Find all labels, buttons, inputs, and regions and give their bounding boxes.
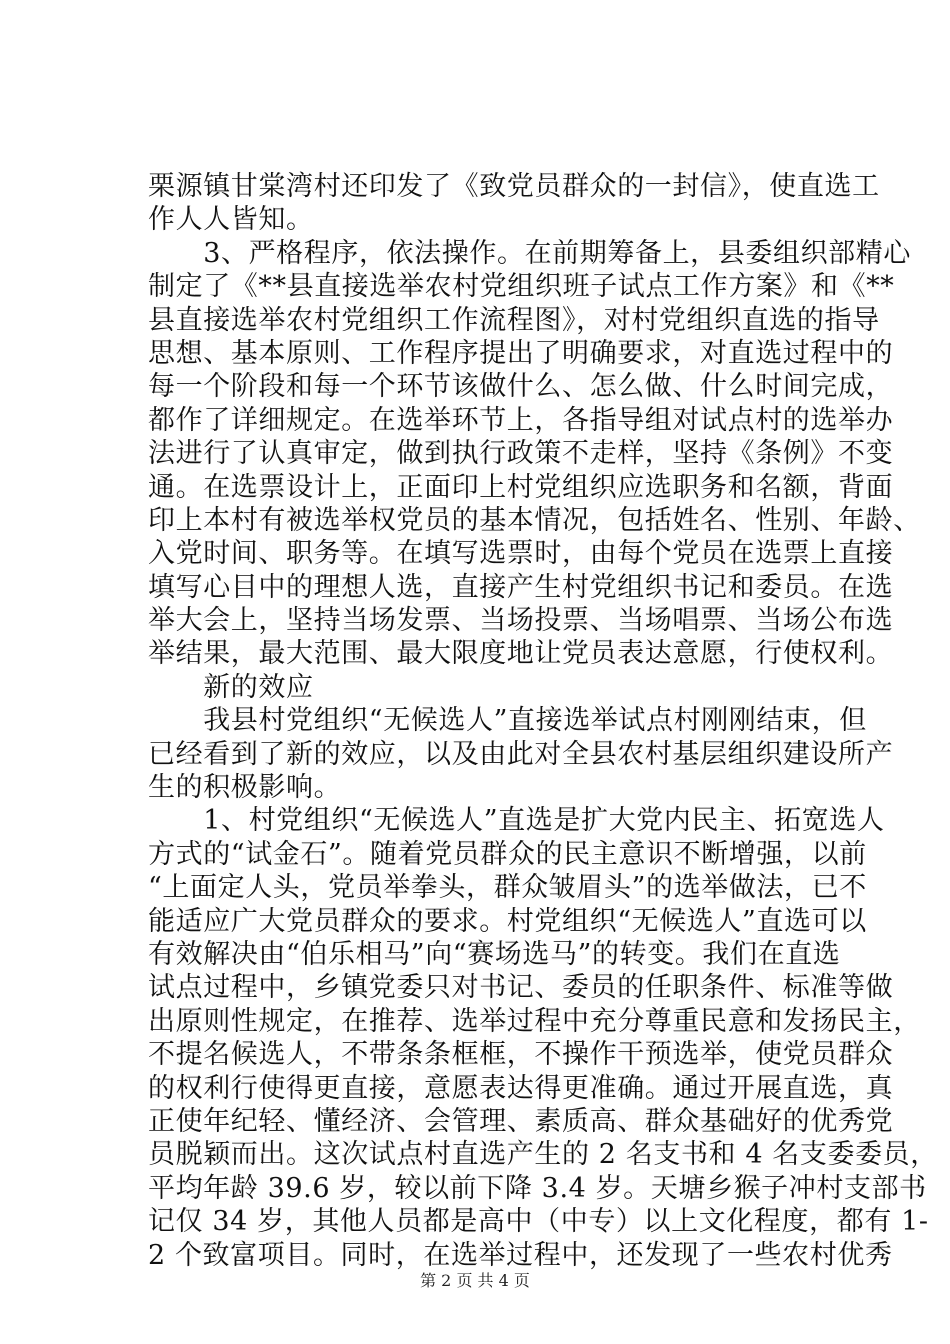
text-line: 平均年龄 39.6 岁，较以前下降 3.4 岁。天塘乡猴子冲村支部书 <box>148 1172 927 1204</box>
text-line: 通。在选票设计上，正面印上村党组织应选职务和名额，背面 <box>148 471 894 503</box>
text-line: 能适应广大党员群众的要求。村党组织“无候选人”直选可以 <box>148 905 867 937</box>
text-line: 制定了《**县直接选举农村党组织班子试点工作方案》和《** <box>148 271 895 303</box>
page-number-footer: 第 2 页 共 4 页 <box>420 1271 530 1290</box>
text-line: 1、村党组织“无候选人”直选是扩大党内民主、拓宽选人 <box>148 805 885 837</box>
text-line: 有效解决由“伯乐相马”向“赛场选马”的转变。我们在直选 <box>148 938 841 970</box>
text-line: 入党时间、职务等。在填写选票时，由每个党员在选票上直接 <box>148 538 894 570</box>
text-line: “上面定人头，党员举拳头，群众皱眉头”的选举做法，已不 <box>148 872 867 904</box>
text-line: 不提名候选人，不带条条框框，不操作干预选举，使党员群众 <box>148 1039 894 1071</box>
text-line: 员脱颖而出。这次试点村直选产生的 2 名支书和 4 名支委委员， <box>148 1139 938 1171</box>
text-line: 举结果，最大范围、最大限度地让党员表达意愿，行使权利。 <box>148 638 894 670</box>
text-line: 思想、基本原则、工作程序提出了明确要求，对直选过程中的 <box>148 337 894 369</box>
text-line: 正使年纪轻、懂经济、会管理、素质高、群众基础好的优秀党 <box>148 1105 894 1137</box>
text-line: 生的积极影响。 <box>148 772 342 804</box>
text-line: 县直接选举农村党组织工作流程图》，对村党组织直选的指导 <box>148 304 880 336</box>
text-line: 3、严格程序，依法操作。在前期筹备上，县委组织部精心 <box>148 237 911 269</box>
text-line: 填写心目中的理想人选，直接产生村党组织书记和委员。在选 <box>148 571 894 603</box>
text-line: 每一个阶段和每一个环节该做什么、怎么做、什么时间完成， <box>148 371 894 403</box>
text-line: 出原则性规定，在推荐、选举过程中充分尊重民意和发扬民主， <box>148 1005 921 1037</box>
text-line: 试点过程中，乡镇党委只对书记、委员的任职条件、标准等做 <box>148 972 894 1004</box>
text-line: 2 个致富项目。同时，在选举过程中，还发现了一些农村优秀 <box>148 1239 893 1271</box>
text-line: 举大会上，坚持当场发票、当场投票、当场唱票、当场公布选 <box>148 605 894 637</box>
text-line: 印上本村有被选举权党员的基本情况，包括姓名、性别、年龄、 <box>148 504 921 536</box>
text-line: 我县村党组织“无候选人”直接选举试点村刚刚结束，但 <box>148 705 867 737</box>
text-line: 的权利行使得更直接，意愿表达得更准确。通过开展直选，真 <box>148 1072 894 1104</box>
text-line: 记仅 34 岁，其他人员都是高中（中专）以上文化程度，都有 1- <box>148 1206 929 1238</box>
text-line: 法进行了认真审定，做到执行政策不走样，坚持《条例》不变 <box>148 438 894 470</box>
text-line: 都作了详细规定。在选举环节上，各指导组对试点村的选举办 <box>148 404 894 436</box>
document-body <box>148 170 938 1272</box>
text-line: 方式的“试金石”。随着党员群众的民主意识不断增强，以前 <box>148 838 867 870</box>
section-heading: 新的效应 <box>148 671 314 703</box>
text-line: 栗源镇甘棠湾村还印发了《致党员群众的一封信》，使直选工 <box>148 171 880 202</box>
text-line: 已经看到了新的效应，以及由此对全县农村基层组织建设所产 <box>148 738 894 770</box>
text-line: 作人人皆知。 <box>148 204 314 236</box>
